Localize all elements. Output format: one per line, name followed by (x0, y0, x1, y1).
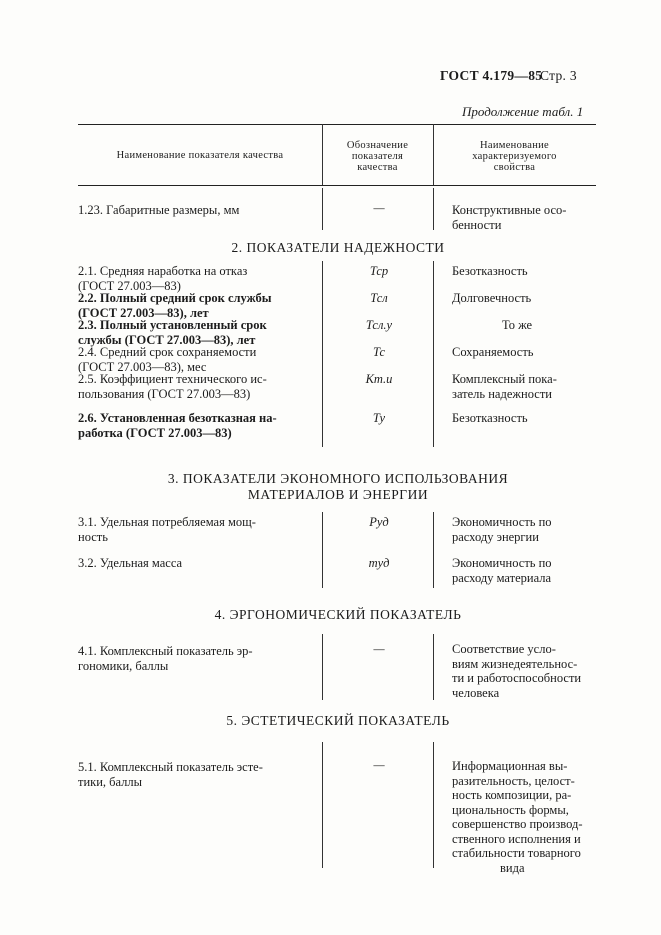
row-property: Долговечность (452, 291, 532, 305)
row-divider (322, 261, 323, 447)
row-divider (433, 188, 434, 230)
section-heading: 2. ПОКАЗАТЕЛИ НАДЕЖНОСТИ (231, 240, 445, 255)
row-divider (322, 512, 323, 588)
row-property: Информационная вы- разительность, целост- ность композиции, ра- циональность формы, совершенство производ- ственного исполнения и стабильности товарного вида (452, 759, 583, 875)
table-header-bottom-border (78, 185, 596, 186)
row-name: 2.1. Средняя наработка на отказ (ГОСТ 27.003—83) (78, 264, 248, 293)
row-divider (433, 512, 434, 588)
row-property: Экономичность по расходу энергии (452, 515, 552, 544)
row-divider (433, 742, 434, 868)
row-property: Экономичность по расходу материала (452, 556, 552, 585)
row-divider (322, 188, 323, 230)
row-property: Сохраняемость (452, 345, 534, 359)
page-number: Стр. 3 (540, 68, 577, 83)
row-divider (322, 634, 323, 700)
row-symbol: Кт.и (365, 372, 393, 386)
row-name: 3.2. Удельная масса (78, 556, 183, 570)
row-name: 3.1. Удельная потребляемая мощ- ность (78, 515, 256, 544)
row-symbol: — (373, 758, 385, 772)
row-name: 2.2. Полный средний срок службы (ГОСТ 27.003—83), лет (78, 291, 272, 320)
row-divider (433, 634, 434, 700)
row-name: 2.6. Установленная безотказная на- работка (ГОСТ 27.003—83) (78, 411, 277, 440)
section-heading: 5. ЭСТЕТИЧЕСКИЙ ПОКАЗАТЕЛЬ (226, 713, 450, 728)
row-property: Конструктивные осо- бенности (452, 203, 567, 232)
row-divider (433, 261, 434, 447)
row-property: Безотказность (452, 264, 528, 278)
section-heading: 4. ЭРГОНОМИЧЕСКИЙ ПОКАЗАТЕЛЬ (214, 607, 462, 622)
column-header-property: Наименование характеризуемого свойства (472, 140, 557, 173)
row-name: 2.5. Коэффициент технического ис- пользования (ГОСТ 27.003—83) (78, 372, 267, 401)
row-symbol: Тсл (370, 291, 388, 305)
row-name: 2.4. Средний срок сохраняемости (ГОСТ 27.003—83), мес (78, 345, 257, 374)
row-name: 1.23. Габаритные размеры, мм (78, 203, 240, 217)
row-symbol: Тс (372, 345, 386, 359)
row-symbol: — (373, 201, 385, 215)
row-name: 2.3. Полный установленный срок службы (ГОСТ 27.003—83), лет (78, 318, 267, 347)
row-property: Соответствие усло- виям жизнедеятельнос- ти и работоспособности человека (452, 642, 582, 700)
row-divider (322, 742, 323, 868)
row-property: Комплексный пока- затель надежности (452, 372, 557, 401)
table-continuation-note: Продолжение табл. 1 (462, 104, 584, 119)
row-symbol: Руд (369, 515, 389, 529)
table-top-border (78, 124, 596, 125)
row-symbol: Тср (369, 264, 389, 278)
row-symbol: Тсл.у (365, 318, 393, 332)
row-property: То же (502, 318, 533, 332)
row-property: Безотказность (452, 411, 528, 425)
row-symbol: — (373, 642, 385, 656)
row-name: 4.1. Комплексный показатель эр- гономики, баллы (78, 644, 253, 673)
section-heading: 3. ПОКАЗАТЕЛИ ЭКОНОМНОГО ИСПОЛЬЗОВАНИЯ МАТЕРИАЛОВ И ЭНЕРГИИ (167, 471, 509, 502)
column-header-symbol: Обозначение показателя качества (346, 140, 409, 173)
row-symbol: Ту (372, 411, 386, 425)
row-symbol: mуд (368, 556, 390, 570)
row-name: 5.1. Комплексный показатель эсте- тики, баллы (78, 760, 263, 789)
column-header-name: Наименование показателя качества (116, 150, 284, 161)
document-code: ГОСТ 4.179—85 (440, 68, 543, 83)
